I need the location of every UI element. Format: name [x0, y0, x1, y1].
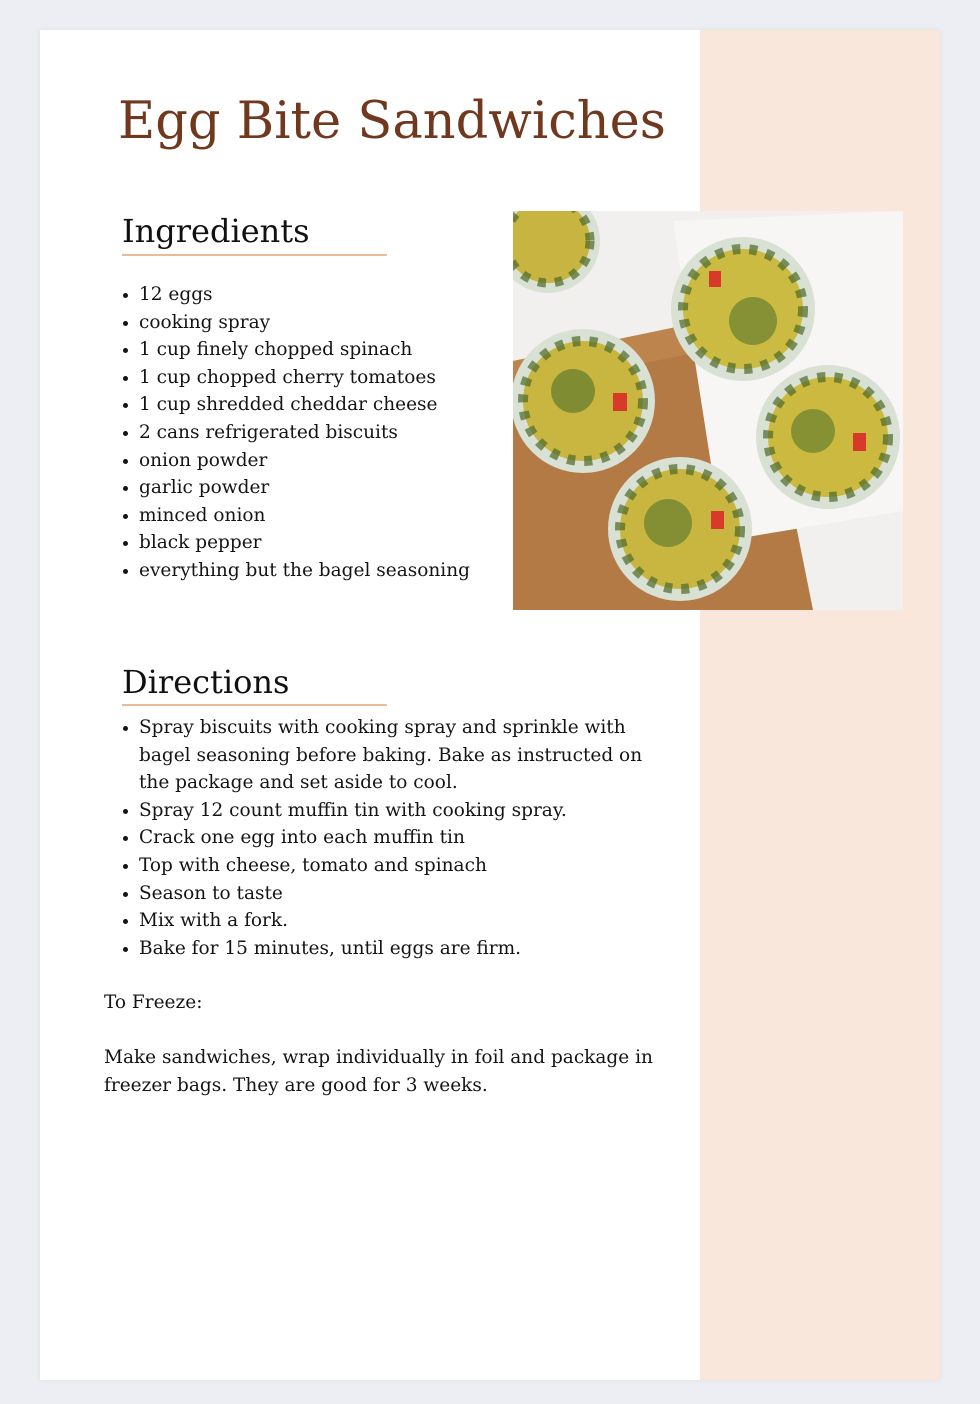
ingredient-item: • everything but the bagel seasoning: [139, 557, 470, 585]
direction-step: • Season to taste: [139, 880, 659, 908]
direction-step: • Top with cheese, tomato and spinach: [139, 852, 659, 880]
directions-heading-rule: [122, 704, 387, 706]
ingredients-list: [102, 281, 470, 585]
ingredient-item: • 1 cup shredded cheddar cheese: [139, 391, 470, 419]
egg-bites-photo: [513, 211, 903, 610]
ingredients-heading: Ingredients: [122, 212, 310, 250]
recipe-page: [40, 30, 940, 1380]
ingredient-item: • garlic powder: [139, 474, 470, 502]
directions-list: [102, 714, 659, 962]
ingredients-heading-rule: [122, 254, 387, 256]
direction-step: • Mix with a fork.: [139, 907, 659, 935]
ingredient-item: • onion powder: [139, 447, 470, 475]
freeze-instructions: Make sandwiches, wrap individually in foil and package in freezer bags. They are good for 3 weeks.: [104, 1047, 653, 1096]
ingredient-item: • minced onion: [139, 502, 470, 530]
ingredient-item: • 1 cup finely chopped spinach: [139, 336, 470, 364]
freeze-label: To Freeze:: [104, 992, 203, 1013]
ingredient-item: • 12 eggs: [139, 281, 470, 309]
ingredient-item: • 1 cup chopped cherry tomatoes: [139, 364, 470, 392]
direction-step: • Spray 12 count muffin tin with cooking spray.: [139, 797, 659, 825]
directions-heading: Directions: [122, 663, 290, 701]
page-title: Egg Bite Sandwiches: [118, 92, 666, 151]
direction-step: • Bake for 15 minutes, until eggs are firm.: [139, 935, 659, 963]
direction-step: • Crack one egg into each muffin tin: [139, 824, 659, 852]
direction-step: • Spray biscuits with cooking spray and sprinkle with bagel seasoning before baking. Bake as instructed on the package and set aside to cool.: [139, 714, 659, 797]
ingredient-item: • 2 cans refrigerated biscuits: [139, 419, 470, 447]
ingredient-item: • black pepper: [139, 529, 470, 557]
ingredient-item: • cooking spray: [139, 309, 470, 337]
